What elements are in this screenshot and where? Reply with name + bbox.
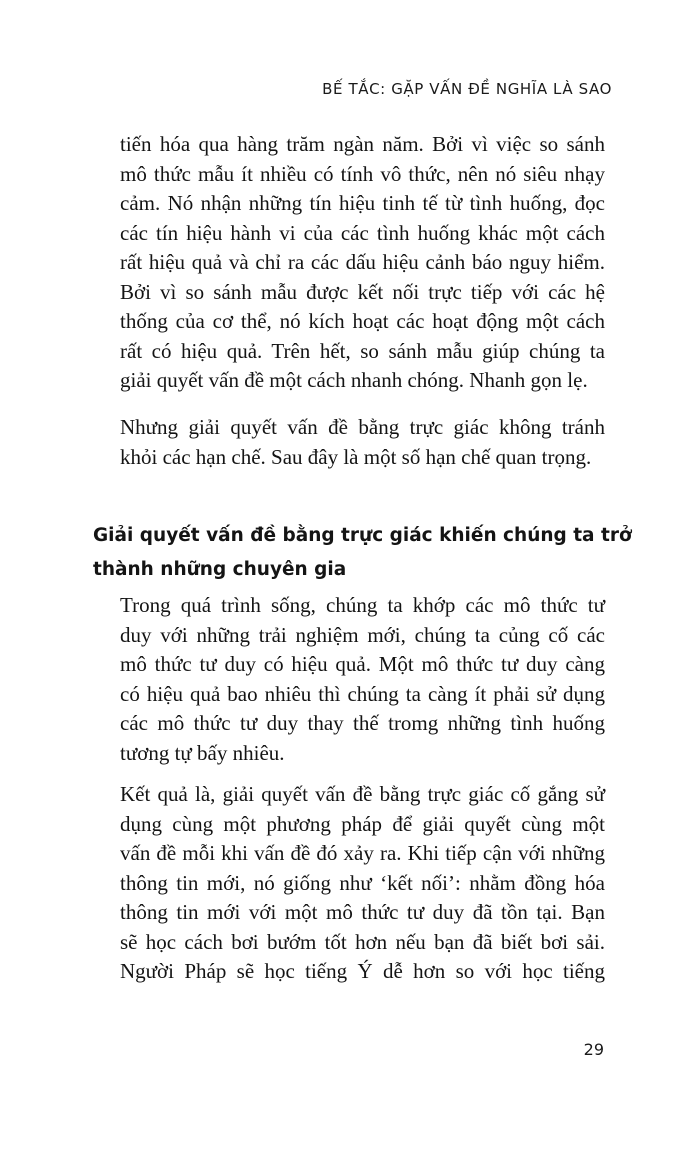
- text-line: thông tin mới với một mô thức tư duy đã tồn tại. Bạn: [120, 900, 605, 924]
- text-line: rất có hiệu quả. Trên hết, so sánh mẫu giúp chúng ta: [120, 338, 605, 363]
- text-line: các tín hiệu hành vi của các tình huống khác một cách: [120, 220, 605, 245]
- text-line: các mô thức tư duy thay thế tromg những tình huống: [120, 711, 605, 735]
- heading-line: thành những chuyên gia: [93, 559, 347, 580]
- body-paragraph: [120, 780, 605, 987]
- text-line: mô thức tư duy có hiệu quả. Một mô thức tư duy càng: [120, 652, 605, 676]
- text-line: tương tự bấy nhiêu.: [120, 740, 285, 765]
- running-header: BẾ TẮC: GẶP VẤN ĐỀ NGHĨA LÀ SAO: [322, 80, 612, 98]
- text-line: giải quyết vấn đề một cách nhanh chóng. Nhanh gọn lẹ.: [120, 368, 588, 392]
- text-line: duy với những trải nghiệm mới, chúng ta củng cố các: [120, 622, 605, 647]
- text-line: Bởi vì so sánh mẫu được kết nối trực tiếp với các hệ: [120, 279, 605, 304]
- section-heading: [93, 519, 632, 587]
- body-paragraph: [120, 591, 605, 768]
- heading-line: Giải quyết vấn đề bằng trực giác khiến chúng ta trở: [93, 525, 632, 546]
- text-line: Kết quả là, giải quyết vấn đề bằng trực giác cố gắng sử: [120, 782, 605, 806]
- text-line: thống của cơ thể, nó kích hoạt các hoạt động một cách: [120, 309, 605, 333]
- text-line: thông tin mới, nó giống như ‘kết nối’: nhằm đồng hóa: [120, 870, 605, 895]
- text-line: tiến hóa qua hàng trăm ngàn năm. Bởi vì việc so sánh: [120, 132, 605, 156]
- text-line: cảm. Nó nhận những tín hiệu tinh tế từ tình huống, đọc: [120, 191, 605, 215]
- text-line: vấn đề mỗi khi vấn đề đó xảy ra. Khi tiếp cận với những: [120, 841, 605, 865]
- body-paragraph: [120, 130, 605, 396]
- text-line: sẽ học cách bơi bướm tốt hơn nếu bạn đã biết bơi sải.: [120, 929, 605, 954]
- text-line: dụng cùng một phương pháp để giải quyết cùng một: [120, 811, 605, 836]
- text-line: khỏi các hạn chế. Sau đây là một số hạn chế quan trọng.: [120, 444, 592, 469]
- body-paragraph: [120, 413, 605, 472]
- text-line: Người Pháp sẽ học tiếng Ý dễ hơn so với học tiếng: [120, 959, 605, 983]
- text-line: có hiệu quả bao nhiêu thì chúng ta càng ít phải sử dụng: [120, 681, 605, 706]
- text-line: rất hiệu quả và chỉ ra các dấu hiệu cảnh báo nguy hiểm.: [120, 250, 605, 274]
- text-line: mô thức mẫu ít nhiều có tính vô thức, nên nó siêu nhạy: [120, 161, 605, 186]
- text-line: Trong quá trình sống, chúng ta khớp các mô thức tư: [120, 593, 605, 617]
- page-number: 29: [583, 1040, 604, 1059]
- text-line: Nhưng giải quyết vấn đề bằng trực giác không tránh: [120, 415, 605, 439]
